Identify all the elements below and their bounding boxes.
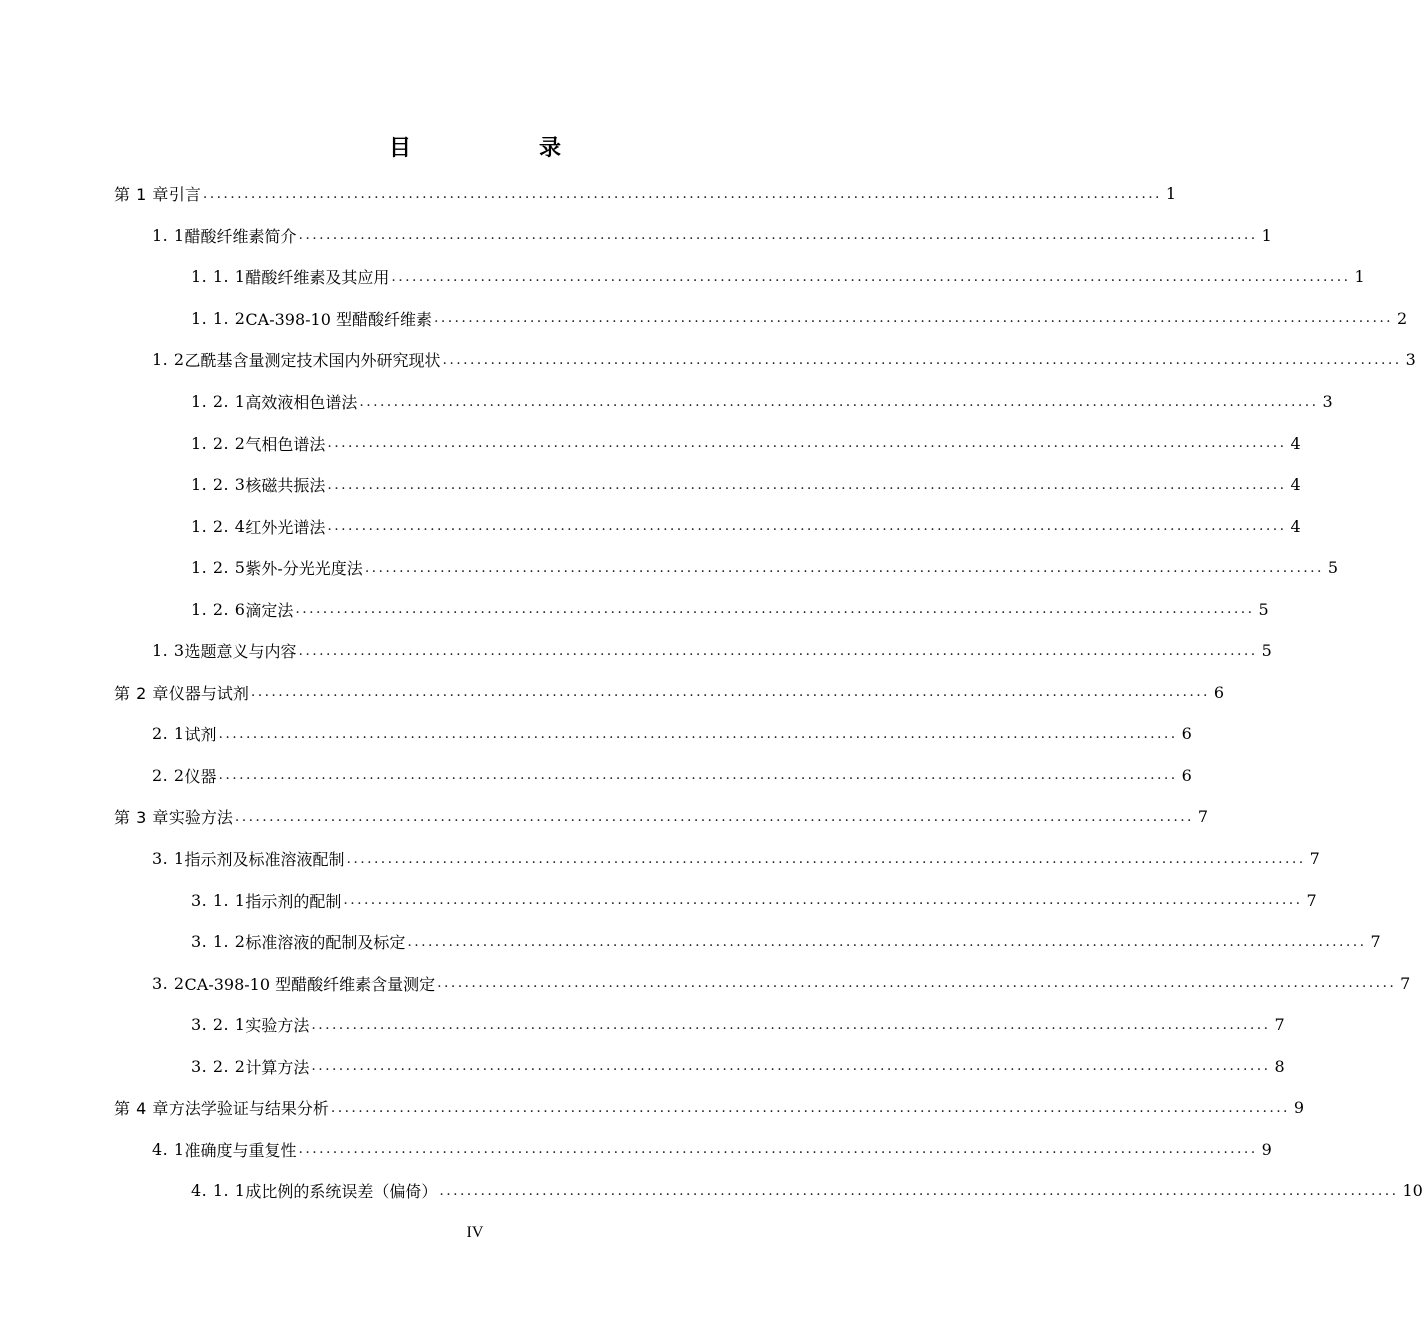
toc-entry-label: 标准溶液的配制及标定 — [245, 933, 406, 953]
toc-entry[interactable] — [0, 1004, 1285, 1046]
toc-entry-page: 7 — [1306, 890, 1317, 910]
toc-entry-number: 3. 1 — [152, 849, 185, 869]
toc-entry-page: 6 — [1181, 724, 1192, 744]
toc-entry-page: 7 — [1274, 1015, 1285, 1035]
dot-leader: ............................................................................................................................................ — [311, 1058, 1271, 1075]
toc-entry-label: CA-398-10 型醋酸纤维素含量测定 — [184, 974, 436, 994]
toc-entry[interactable] — [0, 672, 1225, 714]
toc-entry[interactable] — [0, 464, 1301, 506]
toc-entry[interactable] — [0, 505, 1301, 547]
toc-entry-number: 第 1 章 — [114, 185, 169, 205]
toc-entry-label: 红外光谱法 — [245, 517, 326, 537]
toc-entry-page: 5 — [1258, 599, 1269, 619]
toc-entry-page: 8 — [1274, 1056, 1285, 1076]
toc-entry-label: 紫外-分光光度法 — [245, 559, 363, 579]
toc-entry-label: 成比例的系统误差（偏倚） — [245, 1182, 438, 1202]
toc-entry-page: 6 — [1181, 765, 1192, 785]
toc-entry-number: 2. 1 — [152, 724, 185, 744]
toc-entry-number: 1. 2. 3 — [191, 475, 246, 495]
page-title: 目 录 — [388, 135, 589, 161]
toc-entry[interactable] — [0, 796, 1209, 838]
toc-entry-number: 1. 3 — [152, 641, 185, 661]
dot-leader: ............................................................................................................................................ — [407, 933, 1367, 950]
toc-entry-label: 高效液相色谱法 — [245, 393, 358, 412]
dot-leader: ............................................................................................................................................ — [343, 892, 1303, 909]
dot-leader: ............................................................................................................................................ — [250, 684, 1210, 701]
toc-entry-page: 7 — [1309, 849, 1320, 869]
toc-entry-page: 7 — [1370, 932, 1381, 952]
toc-entry-number: 2. 2 — [152, 765, 185, 785]
toc-entry[interactable] — [0, 1129, 1272, 1171]
toc-entry-page: 3 — [1322, 392, 1333, 411]
toc-entry-label: 计算方法 — [245, 1057, 310, 1077]
toc-entry-label: CA-398-10 型醋酸纤维素 — [245, 309, 432, 329]
dot-leader: ............................................................................................................................................ — [359, 393, 1319, 410]
toc-entry[interactable] — [0, 381, 1333, 423]
toc-entry-label: 选题意义与内容 — [184, 642, 297, 662]
toc-entry-page: 7 — [1197, 807, 1209, 827]
dot-leader: ............................................................................................................................................ — [298, 642, 1258, 659]
toc-entry-number: 1. 2. 1 — [191, 392, 246, 411]
toc-entry-number: 4. 1. 1 — [191, 1181, 246, 1201]
toc-entry-page: 10 — [1402, 1181, 1423, 1201]
toc-entry-number: 4. 1 — [152, 1139, 185, 1159]
toc-entry[interactable] — [0, 173, 1177, 215]
toc-entry-page: 4 — [1290, 475, 1301, 495]
dot-leader: ............................................................................................................................................ — [437, 975, 1397, 992]
toc-entry-number: 1. 2 — [152, 350, 185, 370]
toc-entry[interactable] — [0, 339, 1416, 381]
toc-entry[interactable] — [0, 298, 1408, 340]
toc-entry-page: 5 — [1327, 558, 1339, 578]
toc-entry-label: 试剂 — [184, 725, 217, 745]
toc-entry-label: 乙酰基含量测定技术国内外研究现状 — [184, 351, 441, 371]
dot-leader: ............................................................................................................................................ — [391, 268, 1351, 285]
toc-entry[interactable] — [0, 588, 1269, 630]
toc-entry-page: 4 — [1290, 516, 1301, 536]
toc-entry-number: 3. 2. 2 — [191, 1056, 246, 1076]
toc-entry[interactable] — [0, 755, 1192, 797]
dot-leader: ............................................................................................................................................ — [311, 1016, 1271, 1033]
toc-entry[interactable] — [0, 1045, 1285, 1087]
toc-entry-page: 5 — [1261, 641, 1272, 661]
toc-entry-label: 醋酸纤维素及其应用 — [245, 268, 390, 288]
dot-leader: ............................................................................................................................................ — [434, 310, 1394, 327]
toc-entry-label: 实验方法 — [245, 1016, 310, 1036]
toc-entry-number: 第 4 章 — [114, 1099, 169, 1119]
dot-leader: ............................................................................................................................................ — [298, 227, 1258, 244]
toc-entry-label: 气相色谱法 — [245, 434, 326, 454]
dot-leader: ............................................................................................................................................ — [327, 518, 1287, 535]
dot-leader: ............................................................................................................................................ — [439, 1182, 1399, 1199]
toc-entry-page: 2 — [1397, 308, 1408, 328]
toc-entry[interactable] — [0, 547, 1339, 589]
toc-entry-number: 第 3 章 — [114, 808, 169, 828]
toc-entry-label: 仪器与试剂 — [168, 683, 249, 703]
dot-leader: ............................................................................................................................................ — [330, 1099, 1290, 1116]
toc-entry-number: 3. 1. 1 — [191, 890, 246, 910]
toc-entry[interactable] — [0, 838, 1320, 880]
toc-entry-page: 1 — [1354, 267, 1365, 287]
toc-entry-page: 1 — [1165, 184, 1177, 204]
toc-entry[interactable] — [0, 630, 1272, 672]
toc-entry-number: 1. 2. 2 — [191, 433, 246, 453]
dot-leader: ............................................................................................................................................ — [234, 808, 1194, 825]
dot-leader: ............................................................................................................................................ — [327, 435, 1287, 452]
toc-entry-number: 1. 1 — [152, 225, 185, 245]
toc-entry-page: 7 — [1400, 973, 1411, 993]
dot-leader: ............................................................................................................................................ — [298, 1141, 1258, 1158]
toc-entry-label: 引言 — [168, 185, 201, 205]
toc-entry-number: 1. 2. 6 — [191, 599, 246, 619]
toc-entry[interactable] — [0, 215, 1272, 257]
toc-entry[interactable] — [0, 962, 1411, 1004]
toc-entry-page: 6 — [1213, 682, 1225, 702]
toc-entry-page: 3 — [1405, 350, 1416, 370]
toc-entry[interactable] — [0, 921, 1381, 963]
toc-entry[interactable] — [0, 422, 1301, 464]
dot-leader: ............................................................................................................................................ — [364, 559, 1324, 576]
toc-entry-label: 醋酸纤维素简介 — [184, 226, 297, 246]
toc-entry-number: 1. 1. 1 — [191, 267, 246, 287]
toc-entry-number: 1. 2. 5 — [191, 558, 246, 578]
toc-entry-page: 9 — [1293, 1098, 1305, 1118]
toc-entry-number: 第 2 章 — [114, 683, 169, 703]
toc-entry-label: 实验方法 — [168, 808, 233, 828]
toc-entry-label: 方法学验证与结果分析 — [168, 1099, 329, 1119]
toc-entry-label: 仪器 — [184, 766, 217, 786]
dot-leader: ............................................................................................................................................ — [202, 185, 1162, 202]
toc-entry-page: 9 — [1261, 1139, 1272, 1159]
toc-entry[interactable] — [0, 1087, 1305, 1129]
table-of-contents — [0, 173, 1423, 1212]
dot-leader: ............................................................................................................................................ — [295, 601, 1255, 618]
toc-entry[interactable] — [0, 256, 1365, 298]
dot-leader: ............................................................................................................................................ — [442, 351, 1402, 368]
toc-entry-page: 4 — [1290, 433, 1301, 453]
toc-entry-number: 3. 2. 1 — [191, 1015, 246, 1035]
toc-entry[interactable] — [0, 1170, 1423, 1212]
toc-entry-page: 1 — [1261, 225, 1272, 245]
dot-leader: ............................................................................................................................................ — [327, 476, 1287, 493]
dot-leader: ............................................................................................................................................ — [218, 767, 1178, 784]
toc-entry-number: 1. 1. 2 — [191, 308, 246, 328]
toc-entry[interactable] — [0, 879, 1317, 921]
toc-entry-label: 滴定法 — [245, 600, 294, 620]
toc-entry-number: 3. 1. 2 — [191, 932, 246, 952]
toc-entry-label: 指示剂的配制 — [245, 891, 342, 911]
toc-entry-number: 3. 2 — [152, 973, 185, 993]
toc-entry-number: 1. 2. 4 — [191, 516, 246, 536]
dot-leader: ............................................................................................................................................ — [218, 725, 1178, 742]
dot-leader: ............................................................................................................................................ — [346, 850, 1306, 867]
toc-entry-label: 核磁共振法 — [245, 476, 326, 496]
page-number-footer: IV — [466, 1224, 484, 1241]
toc-entry[interactable] — [0, 713, 1192, 755]
toc-entry-label: 指示剂及标准溶液配制 — [184, 850, 345, 870]
toc-entry-label: 准确度与重复性 — [184, 1140, 297, 1160]
